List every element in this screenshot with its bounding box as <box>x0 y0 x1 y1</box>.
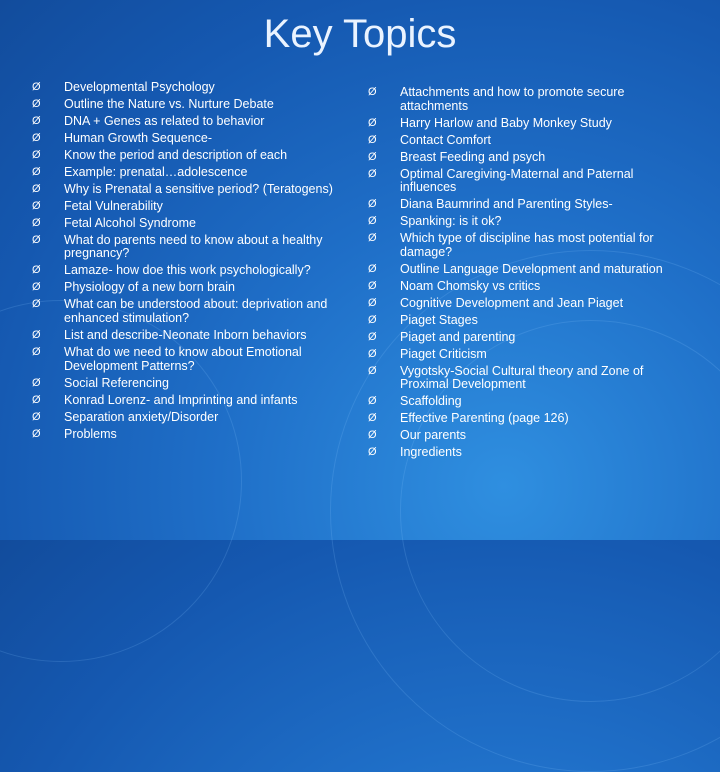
topic-item <box>368 412 688 426</box>
topic-text: Konrad Lorenz- and Imprinting and infants <box>64 392 298 407</box>
arrow-bullet-icon: Ø <box>32 216 41 229</box>
topic-text: Our parents <box>400 428 467 443</box>
topic-text: Piaget Criticism <box>400 346 487 361</box>
topic-item <box>32 428 348 442</box>
topic-item <box>368 429 688 443</box>
topic-text: Fetal Alcohol Syndrome <box>64 215 197 230</box>
topic-item <box>32 115 348 129</box>
topic-text: Know the period and description of each <box>64 147 288 162</box>
arrow-bullet-icon: Ø <box>368 330 377 343</box>
arrow-bullet-icon: Ø <box>32 199 41 212</box>
topic-item <box>32 298 348 325</box>
arrow-bullet-icon: Ø <box>368 412 377 425</box>
arrow-bullet-icon: Ø <box>32 233 41 246</box>
topic-text: Piaget and parenting <box>400 329 516 344</box>
topic-item <box>32 98 348 112</box>
topic-text: Cognitive Development and Jean Piaget <box>400 295 624 310</box>
topic-item <box>32 264 348 278</box>
right-topic-list <box>368 86 688 463</box>
topic-text: Outline Language Development and maturation <box>400 261 663 276</box>
topic-text: Ingredients <box>400 445 462 460</box>
arrow-bullet-icon: Ø <box>32 345 41 358</box>
topic-item <box>32 329 348 343</box>
topic-text: List and describe-Neonate Inborn behaviors <box>64 327 307 342</box>
topic-item <box>32 411 348 425</box>
topic-item <box>32 234 348 261</box>
topic-item <box>32 132 348 146</box>
topic-text: Noam Chomsky vs critics <box>400 278 541 293</box>
topic-text: Attachments and how to promote secure attachments <box>400 85 625 113</box>
topic-item <box>368 151 688 165</box>
arrow-bullet-icon: Ø <box>368 347 377 360</box>
arrow-bullet-icon: Ø <box>368 296 377 309</box>
topic-item <box>368 215 688 229</box>
topic-text: Separation anxiety/Disorder <box>64 409 219 424</box>
arrow-bullet-icon: Ø <box>32 410 41 423</box>
topic-text: Problems <box>64 426 117 441</box>
topic-text: What do parents need to know about a healthy pregnancy? <box>64 232 323 261</box>
arrow-bullet-icon: Ø <box>32 182 41 195</box>
arrow-bullet-icon: Ø <box>32 81 41 93</box>
topic-text: Outline the Nature vs. Nurture Debate <box>64 96 274 111</box>
arrow-bullet-icon: Ø <box>368 262 377 275</box>
arrow-bullet-icon: Ø <box>368 279 377 292</box>
arrow-bullet-icon: Ø <box>32 376 41 389</box>
arrow-bullet-icon: Ø <box>32 131 41 144</box>
arrow-bullet-icon: Ø <box>32 328 41 341</box>
arrow-bullet-icon: Ø <box>32 148 41 161</box>
topic-item <box>32 166 348 180</box>
topic-text: Piaget Stages <box>400 312 478 327</box>
topic-text: Why is Prenatal a sensitive period? (Teratogens) <box>64 181 333 196</box>
arrow-bullet-icon: Ø <box>368 446 377 459</box>
topic-item <box>368 86 688 113</box>
topic-text: What do we need to know about Emotional Development Patterns? <box>64 344 302 373</box>
topic-text: Diana Baumrind and Parenting Styles- <box>400 197 613 212</box>
topic-item <box>368 198 688 212</box>
topic-item <box>368 314 688 328</box>
topic-text: DNA + Genes as related to behavior <box>64 113 265 128</box>
arrow-bullet-icon: Ø <box>368 313 377 326</box>
topic-item <box>32 149 348 163</box>
arrow-bullet-icon: Ø <box>368 167 377 180</box>
topic-text: Contact Comfort <box>400 132 492 147</box>
arrow-bullet-icon: Ø <box>32 97 41 110</box>
arrow-bullet-icon: Ø <box>368 150 377 163</box>
topic-item <box>368 446 688 460</box>
arrow-bullet-icon: Ø <box>32 393 41 406</box>
topic-item <box>32 81 348 95</box>
topic-item <box>32 183 348 197</box>
topic-item <box>368 232 688 259</box>
arrow-bullet-icon: Ø <box>32 114 41 127</box>
topic-text: Example: prenatal…adolescence <box>64 164 248 179</box>
topic-item <box>368 331 688 345</box>
topic-item <box>32 394 348 408</box>
topic-text: Lamaze- how doe this work psychologically? <box>64 263 311 278</box>
topic-text: Developmental Psychology <box>64 80 215 94</box>
topic-item <box>32 217 348 231</box>
arrow-bullet-icon: Ø <box>368 215 377 228</box>
topic-item <box>32 377 348 391</box>
slide-title: Key Topics <box>263 12 457 56</box>
arrow-bullet-icon: Ø <box>32 281 41 294</box>
topic-text: Optimal Caregiving-Maternal and Paternal influences <box>400 166 634 195</box>
topic-item <box>368 297 688 311</box>
arrow-bullet-icon: Ø <box>32 165 41 178</box>
arrow-bullet-icon: Ø <box>368 116 377 129</box>
topic-item <box>32 281 348 295</box>
topic-item <box>368 263 688 277</box>
topic-text: Fetal Vulnerability <box>64 198 163 213</box>
topic-item <box>368 395 688 409</box>
topic-item <box>368 280 688 294</box>
arrow-bullet-icon: Ø <box>368 133 377 146</box>
topic-text: Vygotsky-Social Cultural theory and Zone of Proximal Development <box>400 363 644 392</box>
arrow-bullet-icon: Ø <box>32 264 41 277</box>
left-topic-list <box>32 81 348 444</box>
topic-text: Which type of discipline has most potential for damage? <box>400 231 654 259</box>
topic-item <box>368 134 688 148</box>
arrow-bullet-icon: Ø <box>32 427 41 440</box>
topic-item <box>32 346 348 373</box>
topic-text: Effective Parenting (page 126) <box>400 411 569 426</box>
topic-text: Social Referencing <box>64 375 169 390</box>
arrow-bullet-icon: Ø <box>368 364 377 377</box>
topic-item <box>368 117 688 131</box>
arrow-bullet-icon: Ø <box>368 232 377 245</box>
topic-item <box>32 200 348 214</box>
arrow-bullet-icon: Ø <box>368 429 377 442</box>
topic-item <box>368 348 688 362</box>
topic-text: Scaffolding <box>400 394 462 409</box>
topic-item <box>368 365 688 392</box>
arrow-bullet-icon: Ø <box>368 198 377 211</box>
topic-text: Human Growth Sequence- <box>64 130 212 145</box>
topic-text: Spanking: is it ok? <box>400 214 502 229</box>
topic-text: Breast Feeding and psych <box>400 149 546 164</box>
topic-item <box>368 168 688 195</box>
arrow-bullet-icon: Ø <box>368 395 377 408</box>
topic-text: Physiology of a new born brain <box>64 280 235 295</box>
arrow-bullet-icon: Ø <box>368 86 377 98</box>
arrow-bullet-icon: Ø <box>32 298 41 311</box>
topic-text: Harry Harlow and Baby Monkey Study <box>400 115 612 130</box>
topic-text: What can be understood about: deprivation and enhanced stimulation? <box>64 297 328 325</box>
